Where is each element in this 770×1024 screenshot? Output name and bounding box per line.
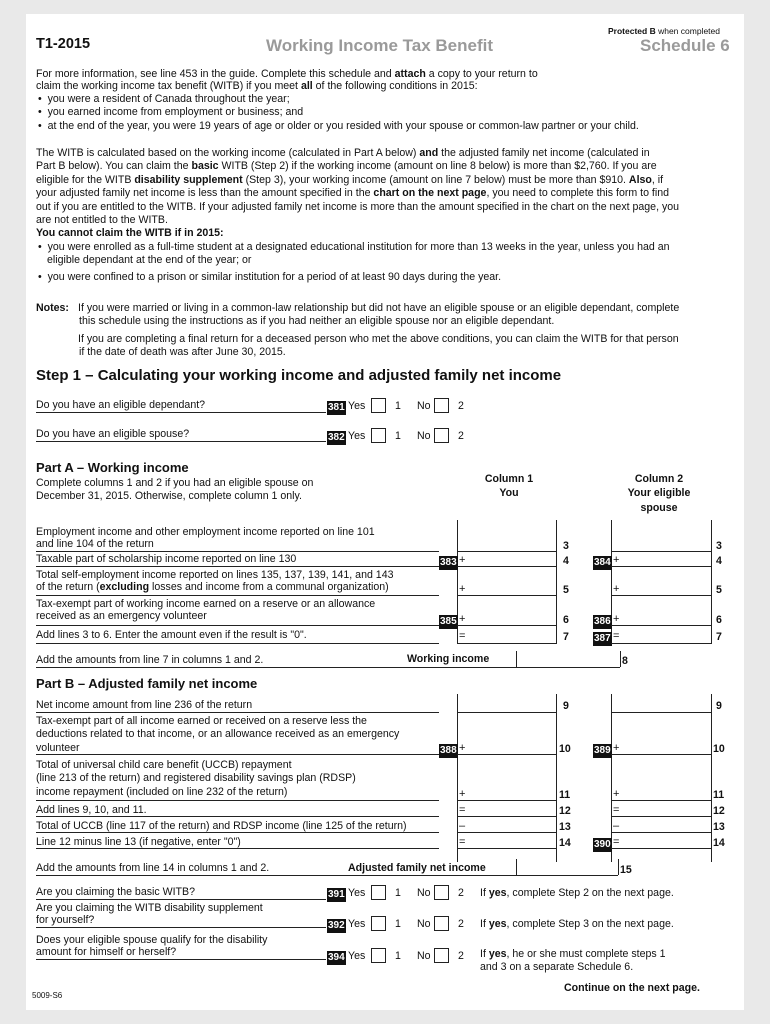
basic-yes-checkbox[interactable]	[371, 885, 386, 900]
witb-paragraph: The WITB is calculated based on the working income (calculated in Part A below) and the adjusted family net income (calculated in Part B below). You can claim the basic WITB (Step 2) if the working income (amount on line 8 below) is more than $2,760. If you are eligible for the WITB disability supplement (Step 3), your working income (amount on line 7 below) must be more than $910. Also, if your adjusted family net income is less than the amount specified in the chart on the next page, you need to complete this form to find out if you are entitled to the WITB. If your adjusted family net income is more than the amount specified in the chart on the next page, you are not entitled to the WITB. You cannot claim the WITB if in 2015: • you were enrolled as a full-time student at a designated educational institution for more than 13 weeks in the year, unless you had an eligible dependant at the end of the year; or • you were confined to a prison or similar institution for a period of at least 90 days during the year.	[36, 147, 680, 283]
row12-col1-field[interactable]	[471, 803, 554, 816]
step1-heading: Step 1 – Calculating your working income and adjusted family net income	[36, 367, 562, 384]
row4-col2-field[interactable]	[625, 553, 709, 566]
form-title: Working Income Tax Benefit	[266, 36, 494, 55]
intro-bullet: • at the end of the year, you were 19 years of age or older or you resided with your spouse or common-law partner or your child.	[38, 119, 639, 132]
row6-col2-field[interactable]	[625, 611, 709, 625]
code-388: 388	[440, 745, 457, 756]
row13-col2-field[interactable]	[625, 819, 709, 832]
code-390: 390	[594, 839, 611, 850]
partA-desc: Complete columns 1 and 2 if you had an eligible spouse on December 31, 2015. Otherwise, complete column 1 only.	[36, 477, 314, 503]
partA-heading: Part A – Working income	[36, 460, 189, 475]
code-387: 387	[594, 633, 611, 644]
q-claim-basic: Are you claiming the basic WITB?	[36, 886, 195, 898]
code-385: 385	[440, 616, 457, 627]
disability-yes-checkbox[interactable]	[371, 916, 386, 931]
code-391: 391	[328, 889, 345, 900]
row5-col1-field[interactable]	[471, 581, 554, 595]
cannot-claim-heading: You cannot claim the WITB if in 2015:	[36, 227, 224, 240]
row10-col1-field[interactable]	[471, 740, 554, 754]
row10-label: Tax-exempt part of all income earned or received on a reserve less the deductions related to that income, or an allowance received as an emergency volunteer	[36, 715, 400, 754]
dependant-no-checkbox[interactable]	[434, 398, 449, 413]
row5-label: Total self-employment income reported on lines 135, 137, 139, 141, and 143 of the return (excluding losses and income from a communal organization)	[36, 569, 394, 594]
notes-label: Notes:	[36, 302, 69, 314]
partB-heading: Part B – Adjusted family net income	[36, 676, 258, 691]
code-383: 383	[440, 557, 457, 568]
row12-col2-field[interactable]	[625, 803, 709, 816]
row14-col1-field[interactable]	[471, 835, 554, 848]
protected-label: Protected B when completed	[608, 26, 720, 36]
schedule-label: Schedule 6	[640, 36, 730, 55]
row15-label: Add the amounts from line 14 in columns 1 and 2.	[36, 862, 270, 874]
row6-col1-field[interactable]	[471, 611, 554, 625]
row11-col2-field[interactable]	[625, 786, 709, 800]
row3-col1-field[interactable]	[459, 536, 554, 550]
row7-label: Add lines 3 to 6. Enter the amount even if the result is "0".	[36, 629, 307, 641]
q-eligible-dependant: Do you have an eligible dependant?	[36, 399, 206, 411]
row14-col2-field[interactable]	[625, 835, 709, 848]
notes-text: If you were married or living in a common-law relationship but did not have an eligible spouse or an eligible dependant, complete this schedule using the instructions as if you had neither an eligible spouse nor an eligible dependant. If you are completing a final return for a deceased person who met the above conditions, you can claim the WITB for that person if the date of death was after June 30, 2015.	[78, 302, 680, 359]
working-income-label: Working income	[407, 653, 490, 665]
code-392: 392	[328, 920, 345, 931]
code-386: 386	[594, 616, 611, 627]
spouse-disability-yes-checkbox[interactable]	[371, 948, 386, 963]
disability-no-checkbox[interactable]	[434, 916, 449, 931]
column1-header: Column 1 You	[484, 473, 534, 500]
row3-label: Employment income and other employment income reported on line 101 and line 104 of the return	[36, 526, 375, 551]
dependant-yes-checkbox[interactable]	[371, 398, 386, 413]
form-id: T1-2015	[36, 36, 91, 52]
row13-label: Total of UCCB (line 117 of the return) and RDSP income (line 125 of the return)	[36, 820, 407, 832]
spouse-no-checkbox[interactable]	[434, 428, 449, 443]
row9-label: Net income amount from line 236 of the return	[36, 699, 253, 711]
code-381: 381	[328, 402, 345, 413]
spouse-yes-checkbox[interactable]	[371, 428, 386, 443]
basic-note: If yes, complete Step 2 on the next page.	[480, 887, 674, 899]
form-page: T1-2015 Working Income Tax Benefit Protected B when completed Schedule 6 For more information, see line 453 in the guide. Complete this schedule and attach a copy to your return to claim the working income tax benefit (WITB) if you meet all of the following conditions in 2015: • you were a resident of Canada throughout the year; • you earned income from employment or business; and • at the end of the year, you were 19 years of age or older or you resided with your spouse or common-law partner or your child. The WITB is calculated based on the working income (calculated in Part A below) and the adjusted family net income (calculated in Part B below). You can claim the basic WITB (Step 2) if the working income (amount on line 8 below) is more than $2,760. If you are eligible for the WITB disability supplement (Step 3), your working income (amount on line 7 below) must be more than $910. Also, if your adjusted family net income is less than the amount specified in the chart on the next page, you need to complete this form to find out if you are entitled to the WITB. If your adjusted family net income is more than the amount specified in the chart on the next page, you are not entitled to the WITB. You cannot claim the WITB if in 2015: • you were enrolled as a full-time student at a designated educational institution for more than 13 weeks in the year, unless you had an eligible dependant at the end of the year; or • you were confined to a prison or similar institution for a period of at least 90 days during the year. Notes: If you were married or living in a common-law relationship but did not have an eligible spouse or an eligible dependant, complete this schedule using the instructions as if you had neither an eligible spouse nor an eligible dependant. If you are completing a final return for a deceased person who met the above conditions, you can claim the WITB for that person if the date of death was after June 30, 2015. Step 1 – Calculating your working income and adjusted family net income Do you have an eligible dependant? 381 Yes 1 No 2 Do you have an eligible spouse? 382 Yes 1 No 2 Part A – Working income Complete columns 1 and 2 if you had an eligible spouse on December 31, 2015. Otherwise, complete column 1 only. Column 1 You Column 2 Your eligible spouse Employment income and other employment income reported on line 101 and line 104 of the return 3 3 Taxable part of scholarship income reported on line 130 383 + 4 384 + 4 Total self-employment income reported on lines 135, 137, 139, 141, and 143 of the return (excluding losses and income from a communal organization) + 5 + 5 Tax-exempt part of working income earned on a reserve or an allowance received as an emergency volunteer 385 + 6 386 + 6 Add lines 3 to 6. Enter the amount even if the result is "0". = 7 387 = 7 Add the amounts from line 7 in columns 1 and 2. Working income 8 Part B – Adjusted family net income Net income amount from line 236 of the return 9 9 Tax-exempt part of all income earned or received on a reserve less the deductions related to that income, or an allowance received as an emergency volunteer 388 + 10 389 + 10 Total of universal child care benefit (UCCB) repayment (line 213 of the return) and registered disability savings plan (RDSP) income repayment (included on line 232 of the return) + 11 + 11 Add lines 9, 10, and 11. = 12 = 12 Total of UCCB (line 117 of the return) and RDSP income (line 125 of the return) – 13 – 13 Line 12 minus line 13 (if negative, enter "0") = 14 390 = 14 Add the amounts from line 14 in columns 1 and 2. Adjusted family net income 15 Are you claiming the basic WITB? 391 Yes 1 No 2 If yes, complete Step 2 on the next page. Are you claiming the WITB disability supplement for yourself? 392 Yes 1 No 2 If yes, complete Step 3 on the next page. Does your eligible spouse qualify for the disability amount for himself or herself? 394 Yes 1 No 2 If yes, he or she must complete steps 1 and 3 on a separate Schedule 6. 5009-S6 Continue on the next page.	[26, 14, 744, 1010]
code-389: 389	[594, 745, 611, 756]
basic-no-checkbox[interactable]	[434, 885, 449, 900]
column2-header: Column 2 Your eligible spouse	[627, 473, 691, 514]
row13-col1-field[interactable]	[471, 819, 554, 832]
q-spouse-disability: Does your eligible spouse qualify for the disability amount for himself or herself?	[36, 934, 268, 959]
code-394: 394	[328, 952, 345, 963]
row3-col2-field[interactable]	[613, 536, 709, 550]
row8-label: Add the amounts from line 7 in columns 1 and 2.	[36, 654, 264, 666]
row4-col1-field[interactable]	[471, 553, 554, 566]
spouse-disability-no-checkbox[interactable]	[434, 948, 449, 963]
row6-label: Tax-exempt part of working income earned on a reserve or an allowance received as an emergency volunteer	[36, 598, 376, 623]
q-eligible-spouse: Do you have an eligible spouse?	[36, 428, 190, 440]
disability-note: If yes, complete Step 3 on the next page.	[480, 918, 674, 930]
form-code: 5009-S6	[32, 991, 63, 1000]
row7-col1-field[interactable]	[471, 629, 554, 643]
row14-label: Line 12 minus line 13 (if negative, enter "0")	[36, 836, 241, 848]
row12-label: Add lines 9, 10, and 11.	[36, 804, 147, 816]
intro-paragraph: For more information, see line 453 in the guide. Complete this schedule and attach a copy to your return to claim the working income tax benefit (WITB) if you meet all of the following conditions in 2015: • you were a resident of Canada throughout the year; • you earned income from employment or business; and • at the end of the year, you were 19 years of age or older or you resided with your spouse or common-law partner or your child.	[36, 68, 639, 132]
row5-col2-field[interactable]	[625, 581, 709, 595]
row9-col1-field[interactable]	[459, 698, 554, 712]
line-3-num-col2: 3	[716, 540, 722, 552]
adjusted-family-net-income-field[interactable]	[518, 860, 616, 875]
row11-label: Total of universal child care benefit (UCCB) repayment (line 213 of the return) and registered disability savings plan (RDSP) income repayment (included on line 232 of the return)	[36, 759, 356, 798]
row4-label: Taxable part of scholarship income reported on line 130	[36, 553, 297, 565]
row7-col2-field[interactable]	[625, 629, 709, 643]
line-3-num: 3	[563, 540, 569, 552]
working-income-field[interactable]	[518, 652, 618, 667]
row11-col1-field[interactable]	[471, 786, 554, 800]
q-claim-disability: Are you claiming the WITB disability supplement for yourself?	[36, 902, 263, 927]
spouse-disability-note: If yes, he or she must complete steps 1 and 3 on a separate Schedule 6.	[480, 948, 666, 974]
intro-bullet: • you were a resident of Canada throughout the year;	[38, 92, 290, 105]
code-382: 382	[328, 432, 345, 443]
adjusted-family-net-income-label: Adjusted family net income	[348, 862, 486, 874]
code-384: 384	[594, 557, 611, 568]
intro-bullet: • you earned income from employment or business; and	[38, 106, 304, 119]
continue-note: Continue on the next page.	[564, 982, 700, 994]
row10-col2-field[interactable]	[625, 740, 709, 754]
row9-col2-field[interactable]	[613, 698, 709, 712]
